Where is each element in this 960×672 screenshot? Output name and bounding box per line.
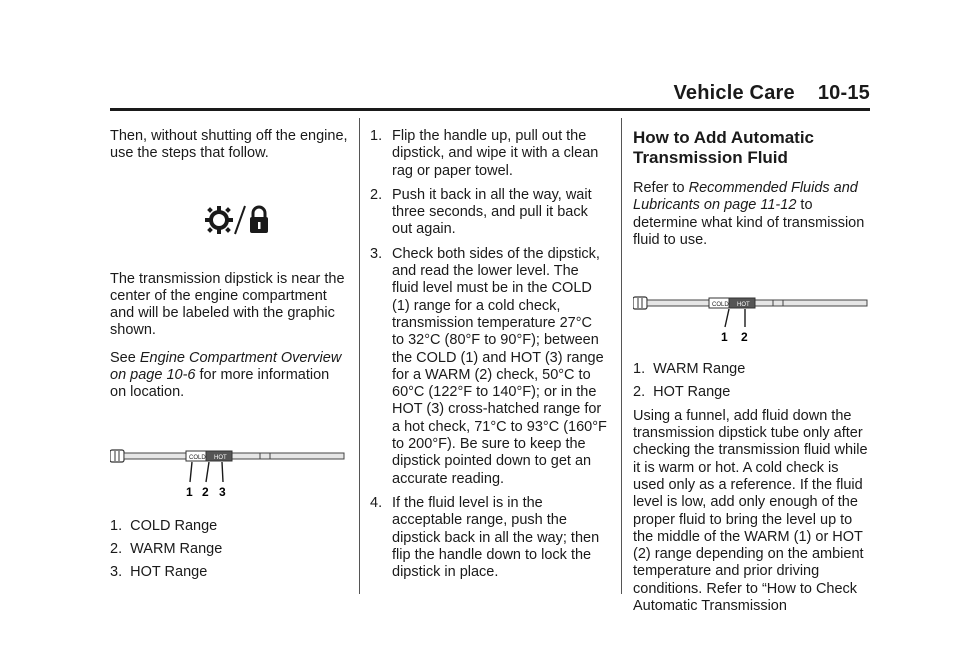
intro-paragraph: Then, without shutting off the engine, use the steps that follow. — [110, 128, 348, 162]
tag-hot-text: HOT — [214, 454, 227, 461]
column-left — [110, 128, 348, 588]
page-header — [110, 82, 870, 111]
tag-cold-text: COLD — [712, 302, 729, 309]
legend-item: 1. WARM Range — [633, 361, 746, 378]
list-item: 3. Check both sides of the dipstick, and read the lower level. The fluid level must be in the COLD (1) range for a cold check, transmission temperature 27°C to 32°C (80°F to 90°F); between the COLD (1) and HOT (3) range for a WARM (2) check, 50°C to 60°C (122°F to 140°F); or in the HOT (3) cross-hatched range for a hot check, 71°C to 93°C (160°F to 200°F). Be sure to keep the dipstick pointed down to get an accurate reading. — [370, 245, 607, 487]
gear-lock-icon — [205, 203, 275, 237]
tag-hot-text: HOT — [737, 302, 750, 309]
figure-label-1: 1 — [721, 330, 728, 345]
column-right — [633, 128, 873, 615]
dipstick-symbol — [110, 163, 348, 271]
dipstick-figure-two-range — [633, 249, 873, 361]
column-divider-left — [359, 118, 360, 594]
list-item: 2. Push it back in all the way, wait three seconds, and pull it back out again. — [370, 186, 592, 238]
figure-label-2: 2 — [741, 330, 748, 345]
tag-cold-text: COLD — [189, 454, 206, 461]
dipstick-figure-three-range — [110, 402, 348, 510]
legend-item: 2. HOT Range — [633, 384, 731, 401]
list-item: 4. If the fluid level is in the acceptable range, push the dipstick back in all the way; then flip the handle down to lock the dipstick in place. — [370, 494, 600, 581]
column-middle — [370, 128, 608, 588]
legend-item: 2. WARM Range — [110, 540, 223, 557]
refer-paragraph: Refer to Recommended Fluids and Lubricants on page 11-12 to determine what kind of transmission fluid to use. — [633, 180, 865, 248]
column-divider-right — [621, 118, 622, 594]
section-heading: How to Add Automatic Transmission Fluid — [633, 128, 814, 167]
engine-compartment-link[interactable]: Engine Compartment Overview on page 10-6 — [110, 349, 342, 384]
dipstick-illustration — [110, 414, 346, 500]
list-item: 1. Flip the handle up, pull out the dipstick, and wipe it with a clean rag or paper towel. — [370, 128, 599, 179]
figure-label-3: 3 — [219, 484, 226, 499]
page-title: Vehicle Care 10-15 — [673, 82, 870, 104]
figure-label-2: 2 — [202, 484, 209, 499]
add-fluid-paragraph: Using a funnel, add fluid down the transmission dipstick tube only after checking the transmission fluid while it is warm or hot. A cold check is used only as a reference. If the fluid level is low, add only enough of the proper fluid to bring the level up to the middle of the WARM (1) or HOT (2) range depending on the ambient temperature and prior driving conditions. Refer to “How to Check Automatic Transmission — [633, 407, 868, 615]
see-reference-paragraph: See Engine Compartment Overview on page 10-6 for more information on location. — [110, 349, 342, 401]
figure-legend — [110, 518, 348, 582]
dipstick-illustration — [633, 261, 869, 347]
legend-item: 1. COLD Range — [110, 517, 218, 534]
recommended-fluids-link[interactable]: Recommended Fluids and Lubricants on page 11-12 — [633, 180, 858, 214]
dipstick-location-paragraph: The transmission dipstick is near the center of the engine compartment and will be labeled with the graphic shown. — [110, 270, 345, 339]
legend-item: 3. HOT Range — [110, 564, 208, 581]
figure-label-1: 1 — [186, 484, 193, 499]
check-steps-list — [370, 128, 608, 581]
figure-legend — [633, 361, 873, 402]
